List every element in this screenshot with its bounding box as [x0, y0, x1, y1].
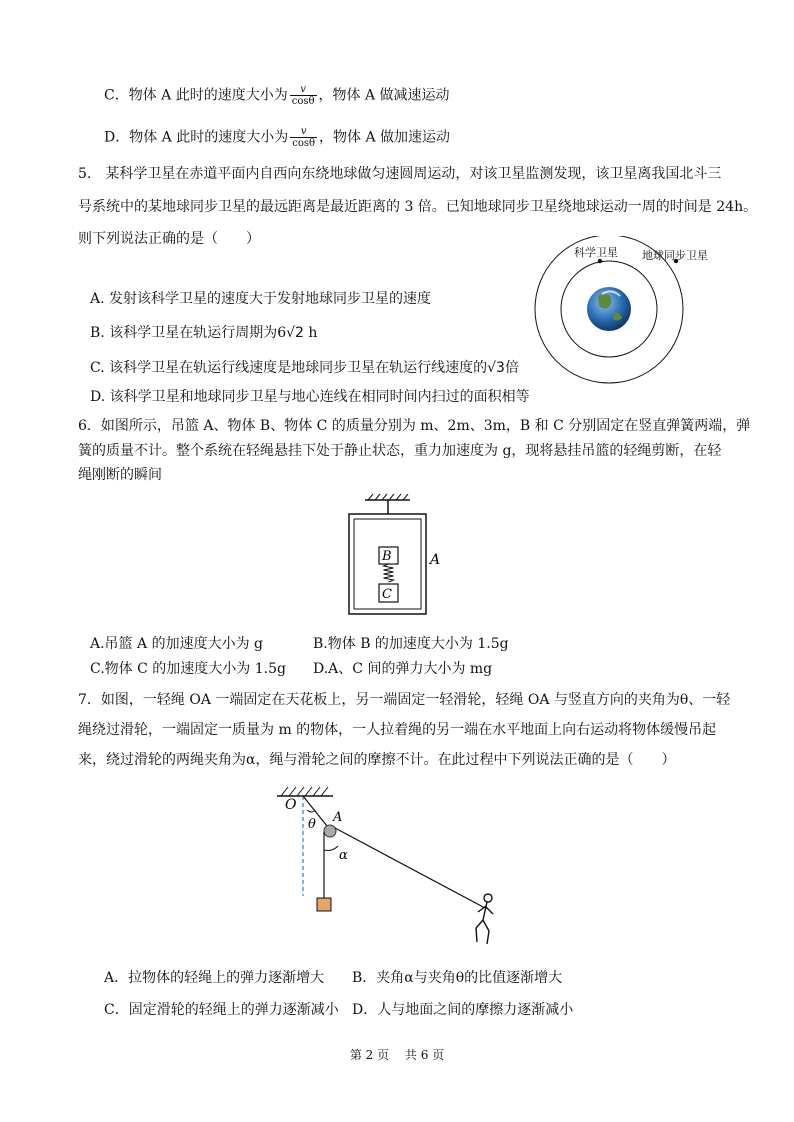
- q5-option-c-text: C. 该科学卫星在轨运行线速度是地球同步卫星在轨运行线速度的: [90, 360, 488, 376]
- fraction-numerator: v: [290, 84, 317, 96]
- label-science-satellite: 科学卫星: [574, 246, 618, 259]
- label-o: O: [285, 797, 297, 813]
- q5-option-c-radical: √3: [487, 360, 505, 376]
- q4-option-c-text: C．物体 A 此时的速度大小为: [104, 87, 288, 104]
- q5-stem-line-3: 则下列说法正确的是（ ）: [78, 231, 260, 247]
- q5-option-a: A. 发射该科学卫星的速度大于发射地球同步卫星的速度: [90, 291, 432, 307]
- q5-option-b: [90, 323, 317, 343]
- q6-option-b: B.物体 B 的加速度大小为 1.5g: [313, 636, 509, 652]
- q6-option-a: A.吊篮 A 的加速度大小为 g: [90, 636, 263, 652]
- q7-stem-line-2: 绳绕过滑轮，一端固定一质量为 m 的物体，一人拉着绳的另一端在水平地面上向右运动将物体缓慢吊起: [78, 722, 717, 738]
- q7-pulley-figure: [275, 784, 505, 954]
- q4-option-d-text: D．物体 A 此时的速度大小为: [104, 129, 289, 146]
- label-theta: θ: [308, 817, 316, 832]
- ceiling-hatch: [281, 787, 328, 796]
- page-footer: [0, 1046, 794, 1063]
- q5-stem-line-1: 5. 某科学卫星在赤道平面内自西向东绕地球做匀速圆周运动，对该卫星监测发现，该卫星离我国北斗三: [78, 166, 722, 182]
- label-alpha: α: [339, 848, 348, 863]
- q6-stem-line-1: 6．如图所示，吊篮 A、物体 B、物体 C 的质量分别为 m、2m、3m，B 和 C 分别固定在竖直弹簧两端，弹: [78, 418, 751, 434]
- q5-option-c: [90, 358, 519, 378]
- q6-option-d: D.A、C 间的弹力大小为 mg: [313, 661, 493, 677]
- q5-option-d: D. 该科学卫星和地球同步卫星与地心连线在相同时间内扫过的面积相等: [90, 389, 530, 405]
- q7-option-b: B．夹角α与夹角θ的比值逐渐增大: [352, 970, 563, 986]
- q5-option-b-radical: √2: [286, 325, 304, 341]
- ceiling-hatch: [368, 494, 408, 500]
- q4-option-d: [104, 126, 450, 149]
- person-icon: [476, 894, 493, 944]
- fraction-denominator: cosθ: [291, 96, 315, 107]
- q6-basket-figure: [340, 492, 450, 622]
- science-satellite-dot: [598, 259, 602, 263]
- earth-icon: [587, 287, 631, 331]
- page-total: 共 6 页: [404, 1048, 445, 1062]
- q7-stem-line-1: 7．如图，一轻绳 OA 一端固定在天花板上，另一端固定一轻滑轮，轻绳 OA 与竖直方向的夹角为θ、一轻: [78, 692, 731, 708]
- q6-option-c: C.物体 C 的加速度大小为 1.5g: [90, 661, 286, 677]
- page-number: 第 2 页: [349, 1048, 390, 1062]
- q4-option-d-tail: ，物体 A 做加速运动: [319, 129, 451, 146]
- block-m: [317, 898, 331, 911]
- q7-option-d: D．人与地面之间的摩擦力逐渐减小: [352, 1002, 574, 1018]
- q4-option-c: [104, 84, 450, 107]
- label-a: A: [333, 810, 343, 825]
- q7-option-a: A．拉物体的轻绳上的弹力逐渐增大: [104, 970, 325, 986]
- q5-option-b-coef: 6: [277, 325, 287, 341]
- q5-option-b-unit: h: [303, 325, 318, 341]
- label-b: B: [382, 549, 392, 564]
- q7-option-c: C．固定滑轮的轻绳上的弹力逐渐减小: [104, 1002, 339, 1018]
- q6-stem-line-3: 绳刚断的瞬间: [78, 467, 162, 483]
- pulley-icon: [324, 825, 336, 837]
- q5-orbit-figure: [532, 236, 732, 386]
- q6-stem-line-2: 簧的质量不计。整个系统在轻绳悬挂下处于静止状态，重力加速度为 g，现将悬挂吊篮的轻绳剪断，在轻: [78, 443, 722, 459]
- label-c: C: [382, 587, 392, 602]
- q4-option-d-fraction: [290, 126, 317, 149]
- label-geo-satellite: 地球同步卫星: [642, 249, 708, 262]
- fraction-numerator: v: [290, 126, 317, 138]
- fraction-denominator: cosθ: [292, 138, 316, 149]
- spring-icon: [384, 564, 394, 582]
- alpha-arc: [324, 846, 338, 851]
- q7-stem-line-3: 来，绕过滑轮的两绳夹角为α，绳与滑轮之间的摩擦不计。在此过程中下列说法正确的是（ ）: [78, 752, 676, 768]
- q5-option-b-text: B. 该科学卫星在轨运行周期为: [90, 325, 278, 341]
- q5-stem-line-2: 号系统中的某地球同步卫星的最远距离是最近距离的 3 倍。已知地球同步卫星绕地球运动一周的时间是 24h。: [78, 199, 758, 215]
- q4-option-c-fraction: [290, 84, 317, 107]
- q4-option-c-tail: ，物体 A 做减速运动: [318, 87, 450, 104]
- label-a: A: [430, 552, 441, 568]
- q5-option-c-tail: 倍: [504, 360, 519, 376]
- rope-to-person: [335, 828, 485, 908]
